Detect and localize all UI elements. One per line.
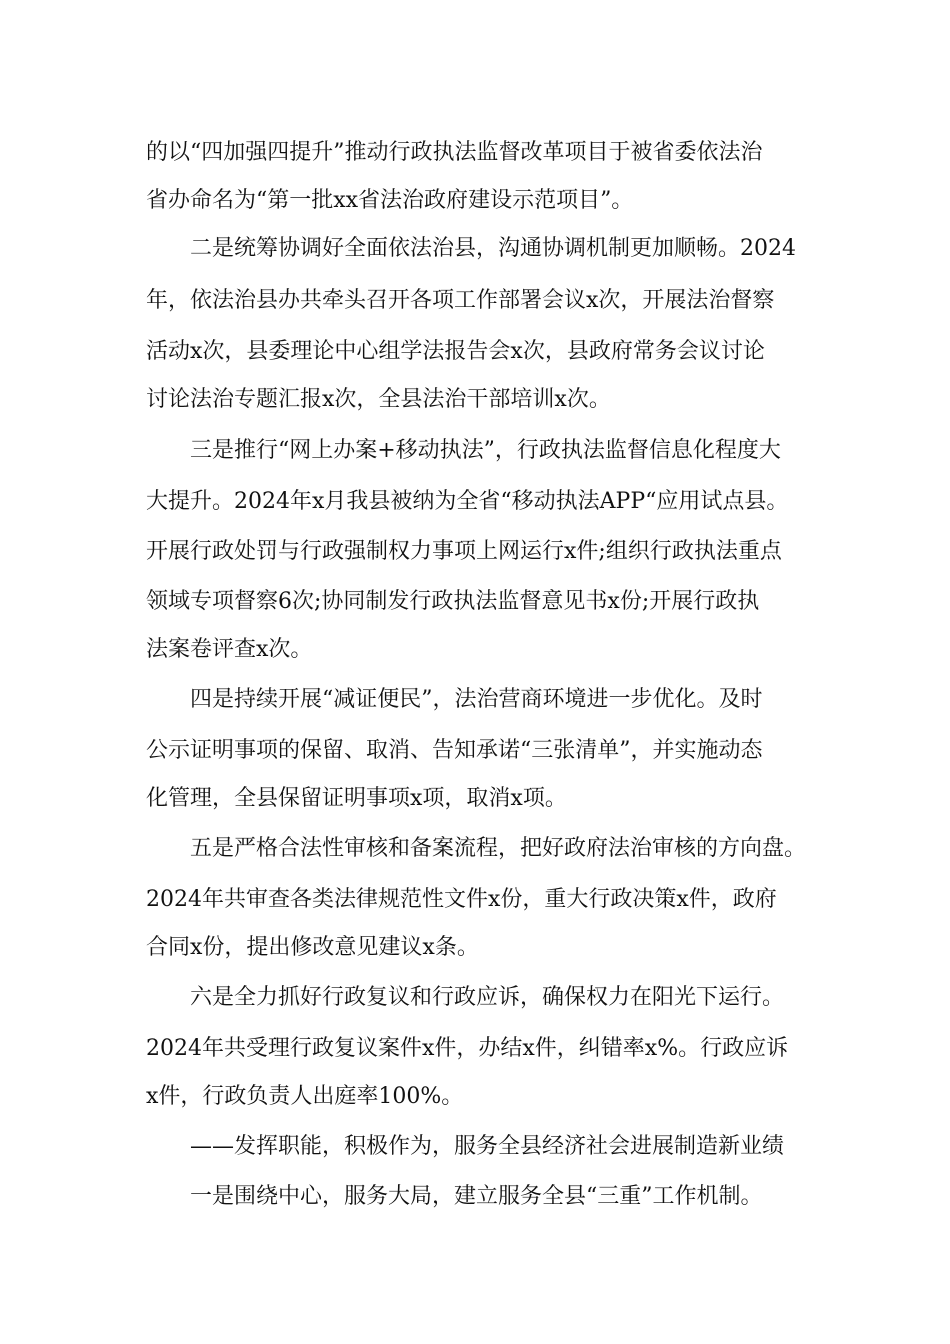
paragraph-start-line: 五是严格合法性审核和备案流程，把好政府法治审核的方向盘。 [190, 836, 807, 861]
text-line: 省办命名为“第一批xx省法治政府建设示范项目”。 [146, 188, 634, 213]
text-line: 开展行政处罚与行政强制权力事项上网运行x件;组织行政执法重点 [146, 539, 782, 564]
text-line: 年，依法治县办共牵头召开各项工作部署会议x次，开展法治督察 [146, 288, 775, 313]
text-line: 大提升。2024年x月我县被纳为全省“移动执法APP“应用试点县。 [146, 489, 789, 514]
section-heading: ——发挥职能，积极作为，服务全县经济社会进展制造新业绩 [190, 1134, 785, 1159]
paragraph-start-line: 一是围绕中心，服务大局，建立服务全县“三重”工作机制。 [190, 1184, 763, 1209]
text-line: x件，行政负责人出庭率100%。 [146, 1084, 464, 1109]
text-line: 合同x份，提出修改意见建议x条。 [146, 935, 479, 960]
text-line: 领域专项督察6次;协同制发行政执法监督意见书x份;开展行政执 [146, 589, 760, 614]
paragraph-start-line: 六是全力抓好行政复议和行政应诉，确保权力在阳光下运行。 [190, 985, 785, 1010]
text-line: 公示证明事项的保留、取消、告知承诺“三张清单”，并实施动态 [146, 738, 763, 763]
text-line: 2024年共受理行政复议案件x件，办结x件，纠错率x%。行政应诉 [146, 1036, 789, 1061]
paragraph-start-line: 四是持续开展“减证便民”，法治营商环境进一步优化。及时 [190, 687, 763, 712]
text-line: 化管理，全县保留证明事项x项，取消x项。 [146, 786, 567, 811]
text-line: 2024年共审查各类法律规范性文件x份，重大行政决策x件，政府 [146, 887, 777, 912]
paragraph-start-line: 二是统筹协调好全面依法治县，沟通协调机制更加顺畅。2024 [190, 236, 796, 261]
text-line: 的以“四加强四提升”推动行政执法监督改革项目于被省委依法治 [146, 140, 763, 165]
text-line: 讨论法治专题汇报x次，全县法治干部培训x次。 [146, 387, 611, 412]
paragraph-start-line: 三是推行“网上办案+移动执法”，行政执法监督信息化程度大 [190, 438, 781, 463]
text-line: 法案卷评查x次。 [146, 637, 313, 662]
text-line: 活动x次，县委理论中心组学法报告会x次，县政府常务会议讨论 [146, 339, 765, 364]
